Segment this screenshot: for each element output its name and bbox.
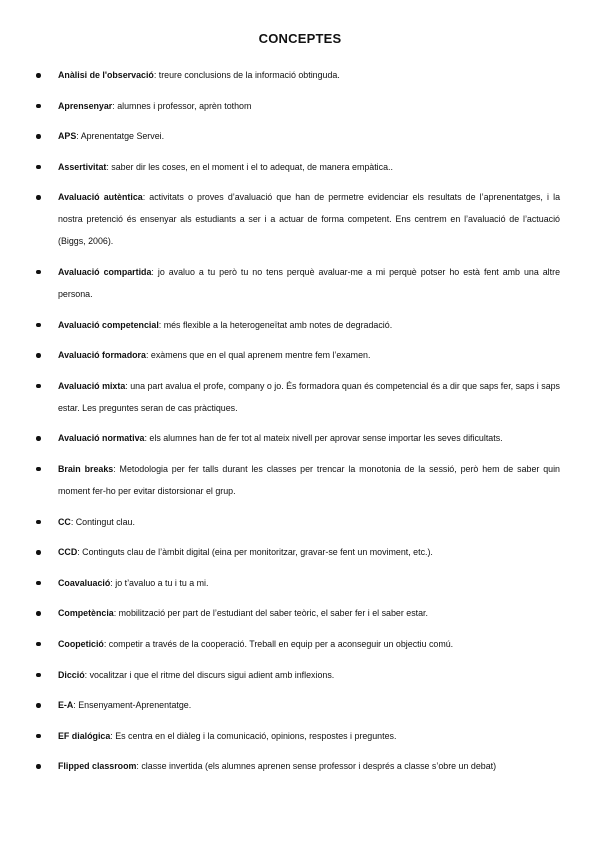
concept-term: CC (58, 516, 71, 527)
bullet-icon (36, 436, 41, 441)
concept-item (58, 572, 560, 594)
bullet-icon (36, 467, 41, 472)
bullet-icon (36, 764, 41, 769)
concept-definition: : Es centra en el diàleg i la comunicació, opinions, respostes i preguntes. (110, 730, 397, 741)
bullet-icon (36, 550, 41, 555)
concept-item (58, 344, 560, 366)
concept-definition: : Continguts clau de l’àmbit digital (eina per monitoritzar, gravar-se fent un moviment, etc.). (77, 547, 433, 558)
bullet-icon (36, 195, 41, 200)
concept-definition: : treure conclusions de la informació obtinguda. (153, 70, 340, 80)
concept-term: Avaluació mixta (58, 380, 126, 391)
concept-item (58, 602, 560, 624)
concept-item (58, 261, 560, 305)
bullet-icon (36, 104, 41, 109)
concept-term: APS (58, 131, 77, 142)
bullet-icon (36, 73, 41, 78)
concept-definition: : més flexible a la heterogeneïtat amb notes de degradació. (158, 319, 393, 330)
concept-term: CCD (58, 547, 78, 558)
concept-term: Avaluació autèntica (58, 192, 143, 203)
bullet-icon (36, 384, 41, 389)
concept-term: Flipped classroom (58, 761, 137, 772)
concept-definition: : vocalitzar i que el ritme del discurs sigui adient amb inflexions. (84, 669, 335, 680)
concept-term: Avaluació normativa (58, 433, 145, 444)
concept-term: Assertivitat (58, 161, 107, 172)
concept-item (58, 427, 560, 449)
concept-term: Brain breaks (58, 463, 114, 474)
concept-term: Dicció (58, 669, 85, 680)
concept-term: Coavaluació (58, 577, 111, 588)
concept-item (58, 314, 560, 336)
concept-definition: : jo t’avaluo a tu i tu a mi. (110, 577, 209, 588)
concept-definition: : saber dir les coses, en el moment i el to adequat, de manera empàtica.. (106, 161, 393, 172)
concept-definition: : alumnes i professor, aprèn tothom (112, 100, 252, 111)
concept-item (58, 664, 560, 686)
concept-definition: : competir a través de la cooperació. Treball en equip per a aconseguir un objectiu comú. (103, 638, 454, 649)
concept-term: E-A (58, 700, 74, 711)
concept-item (58, 755, 560, 777)
concept-item (58, 375, 560, 419)
concept-term: EF dialógica (58, 730, 111, 741)
concept-definition: : classe invertida (els alumnes aprenen sense professor i després a classe s’obre un debat) (136, 761, 497, 772)
bullet-icon (36, 581, 41, 586)
bullet-icon (36, 165, 41, 170)
bullet-icon (36, 611, 41, 616)
page-title: CONCEPTES (258, 31, 342, 46)
concept-definition: : Metodologia per fer talls durant les classes per trencar la monotonia de la sessió, però hem de saber quin moment fer-ho per evitar distorsionar el grup. (58, 463, 560, 496)
concept-item (58, 125, 560, 147)
bullet-icon (36, 353, 41, 358)
concept-definition: : jo avaluo a tu però tu no tens perquè avaluar-me a mi perquè potser ho està fent amb una altre persona. (58, 266, 561, 299)
bullet-icon (36, 642, 41, 647)
concept-definition: : Aprenentatge Servei. (76, 131, 165, 142)
concept-item (58, 541, 560, 563)
concept-item (58, 458, 560, 502)
concept-item (58, 633, 560, 655)
concept-definition: : Contingut clau. (70, 516, 135, 527)
concept-definition: : els alumnes han de fer tot al mateix nivell per aprovar sense importar les seves dificultats. (144, 433, 503, 444)
concept-definition: : exàmens que en el qual aprenem mentre fem l’examen. (145, 350, 371, 361)
bullet-icon (36, 134, 41, 139)
concept-item (58, 511, 560, 533)
concept-definition: : una part avalua el profe, company o jo. És formadora quan és competencial és a dir que saps fer, saps i saps estar. Les preguntes seran de cas pràctiques. (58, 380, 560, 413)
concepts-list (58, 64, 560, 786)
bullet-icon (36, 734, 41, 739)
concept-item (58, 156, 560, 178)
concept-item (58, 186, 560, 252)
concept-term: Avaluació formadora (58, 350, 146, 361)
concept-definition: : activitats o proves d’avaluació que han de permetre evidenciar els resultats de l’aprenentatges, i la nostra pretenció és ensenyar als estudiants a ser i a actuar de forma competent. Ens centrem en l’avaluació de l’actuació (Biggs, 2006). (58, 192, 560, 247)
concept-definition: : mobilització per part de l’estudiant del saber teòric, el saber fer i el saber estar. (113, 608, 428, 619)
bullet-icon (36, 323, 41, 328)
concept-term: Coopetició (58, 638, 104, 649)
concept-item (58, 694, 560, 716)
bullet-icon (36, 673, 41, 678)
concept-term: Anàlisi de l'observació (58, 70, 154, 80)
concept-definition: : Ensenyament-Aprenentatge. (73, 700, 192, 711)
concept-term: Avaluació competencial (58, 319, 159, 330)
concept-item (58, 95, 560, 117)
concept-term: Competència (58, 608, 114, 619)
bullet-icon (36, 703, 41, 708)
bullet-icon (36, 270, 41, 275)
concept-term: Avaluació compartida (58, 266, 152, 277)
concept-item (58, 64, 560, 86)
bullet-icon (36, 520, 41, 525)
concept-term: Aprensenyar (58, 100, 113, 111)
concept-item (58, 725, 560, 747)
